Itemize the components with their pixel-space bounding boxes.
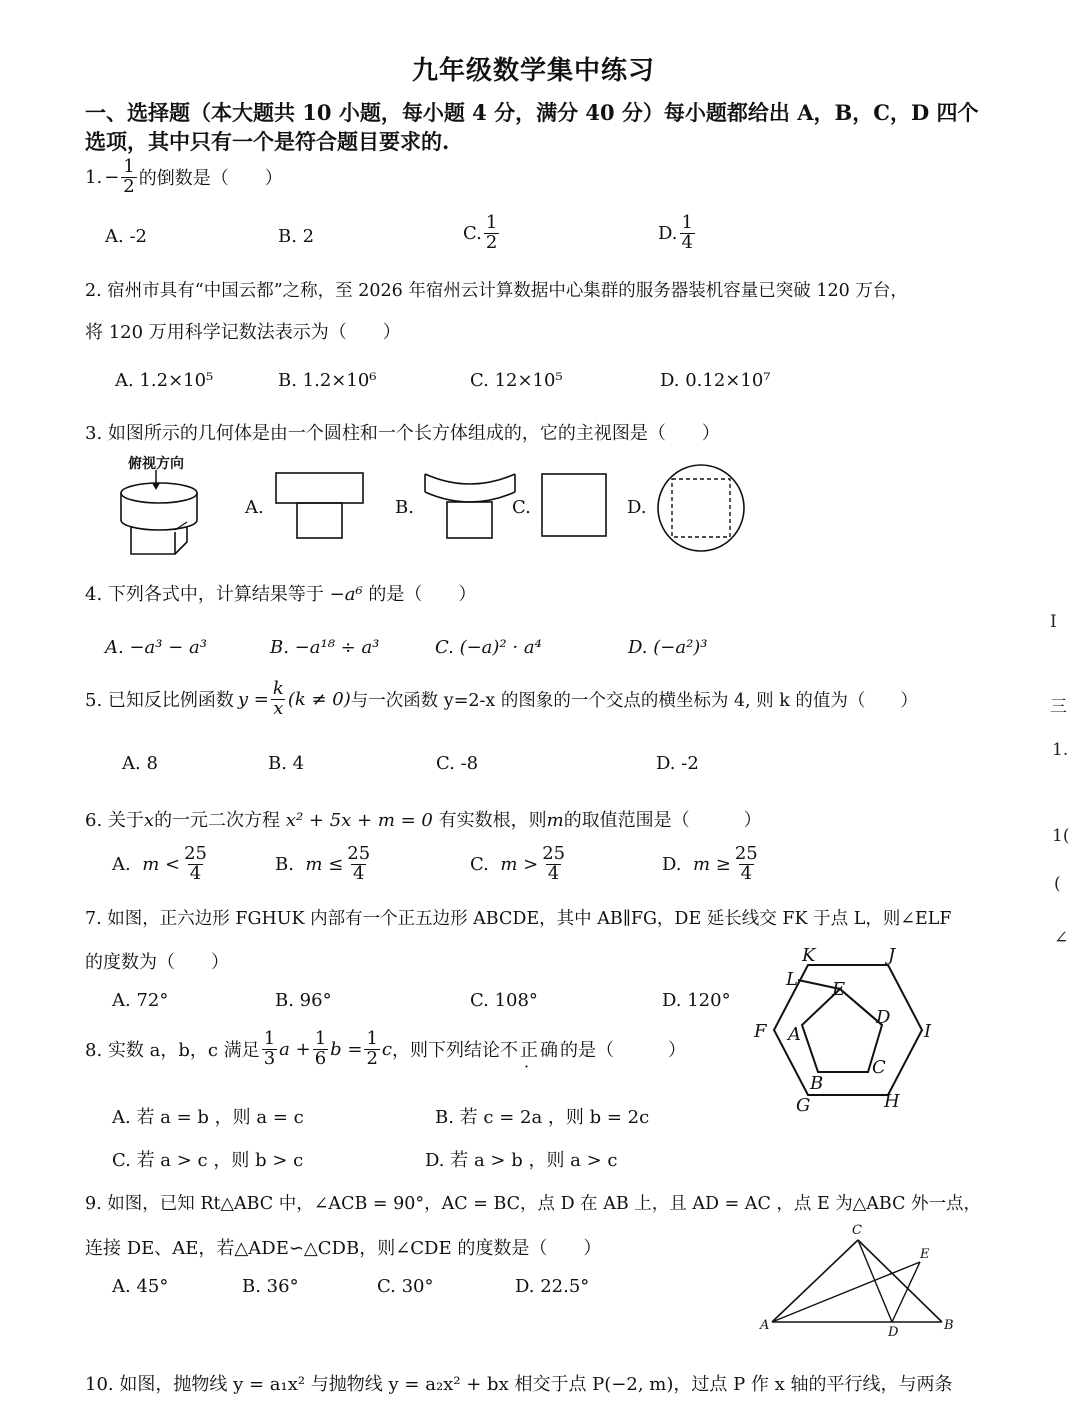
- question-2-line2: 将 120 万用科学记数法表示为（ ）: [85, 322, 401, 343]
- q9-label-B: B: [944, 1318, 954, 1333]
- q8-f1-top: 1: [263, 1028, 276, 1049]
- q6-option-b-op: m ≤: [305, 853, 344, 875]
- q6-option-c: [470, 845, 569, 884]
- q6-option-a-bottom: 4: [189, 862, 202, 884]
- q5-y-equals: y =: [237, 688, 269, 710]
- q4-option-b: B. −a¹⁸ ÷ a³: [270, 637, 380, 658]
- q7-label-E: E: [832, 979, 846, 1000]
- q7-label-B: B: [810, 1073, 824, 1094]
- q7-label-C: C: [872, 1057, 886, 1078]
- question-10: 10. 如图，抛物线 y = a₁x² 与抛物线 y = a₂x² + bx 相交于点 P(−2, m)，过点 P 作 x 轴的平行线，与两条: [85, 1374, 953, 1395]
- q1-number: 1.: [85, 166, 103, 188]
- q1-fraction-top: 1: [123, 156, 135, 177]
- q1-option-c-label: C.: [463, 222, 482, 244]
- q1-option-a: A. -2: [105, 226, 147, 247]
- question-3: 3. 如图所示的几何体是由一个圆柱和一个长方体组成的，它的主视图是（ ）: [85, 423, 720, 444]
- question-4: [85, 580, 476, 606]
- q7-label-I: I: [924, 1021, 932, 1042]
- q3-view-direction-label: 俯视方向: [128, 456, 184, 472]
- q6-var-x: x: [143, 810, 155, 831]
- q8-option-d: D. 若 a > b ，则 a > c: [425, 1150, 618, 1171]
- q8-f3-bottom: 2: [366, 1047, 378, 1069]
- q6-var-m: m: [546, 810, 564, 831]
- q6-option-d-label: D.: [662, 853, 682, 875]
- q8-mid1: a +: [279, 1038, 311, 1060]
- q1-option-c: [463, 214, 501, 253]
- q1-option-b: B. 2: [278, 226, 315, 247]
- question-1: [85, 158, 283, 197]
- q4-expression: −a⁶: [329, 584, 363, 605]
- q5-fraction-top: k: [272, 678, 284, 699]
- q7-label-H: H: [884, 1091, 900, 1112]
- q9-triangle-figure: [760, 1220, 960, 1340]
- q3-option-d-figure: [656, 464, 748, 554]
- q8-option-a: A. 若 a = b ，则 a = c: [112, 1107, 304, 1128]
- q8-mid3: c: [381, 1038, 393, 1060]
- q7-option-c: C. 108°: [470, 990, 538, 1011]
- q4-text-pre: 4. 下列各式中，计算结果等于: [85, 584, 324, 605]
- edge-fragment-2: 三: [1050, 697, 1067, 717]
- q4-text-post: 的是（ ）: [368, 584, 477, 605]
- q1-option-d-label: D.: [658, 222, 678, 244]
- q3-option-c-label: C.: [512, 497, 531, 518]
- q6-option-c-op: m >: [500, 853, 539, 875]
- q7-label-J: J: [888, 945, 896, 966]
- q7-option-a: A. 72°: [112, 990, 169, 1011]
- q6-option-b-bottom: 4: [353, 862, 365, 884]
- q9-label-E: E: [920, 1247, 930, 1262]
- q8-mid2: b =: [330, 1038, 363, 1060]
- q2-option-b: B. 1.2×10⁶: [278, 370, 377, 391]
- q6-option-a-label: A.: [112, 853, 131, 875]
- q6-option-c-top: 25: [542, 843, 566, 864]
- q5-text-pre: 5. 已知反比例函数: [85, 690, 234, 712]
- question-2-line1: 2. 宿州市具有“中国云都”之称，至 2026 年宿州云计算数据中心集群的服务器装机容量已突破 120 万台，: [85, 281, 908, 301]
- q9-label-A: A: [760, 1318, 770, 1333]
- q6-option-c-bottom: 4: [547, 862, 560, 884]
- page-title: 九年级数学集中练习: [412, 56, 656, 86]
- question-9-line1: 9. 如图，已知 Rt△ABC 中，∠ACB = 90°，AC = BC，点 D 在 AB 上，且 AD = AC ，点 E 为△ABC 外一点，: [85, 1194, 982, 1214]
- q6-option-a-top: 25: [184, 843, 207, 864]
- q6-text-mid2: 有实数根，则: [438, 810, 547, 831]
- q3-option-a-label: A.: [245, 497, 264, 518]
- edge-fragment-4: 1(: [1052, 826, 1070, 846]
- q1-option-d-bottom: 4: [681, 231, 693, 253]
- q5-text-post: 与一次函数 y=2-x 的图象的一个交点的横坐标为 4, 则 k 的值为（ ）: [350, 690, 918, 711]
- q9-option-a: A. 45°: [112, 1276, 169, 1297]
- q5-option-d: D. -2: [656, 753, 699, 774]
- q6-option-b: [275, 845, 374, 884]
- q6-option-d: [662, 845, 762, 884]
- q3-option-b-label: B.: [395, 497, 414, 518]
- q8-text-post-a: ，则下列结论: [392, 1040, 501, 1062]
- section-instruction-line1: 一、选择题（本大题共 10 小题，每小题 4 分，满分 40 分）每小题都给出 A，B，C，D 四个: [85, 100, 979, 125]
- q8-text-pre: 8. 实数 a，b，c 满足: [85, 1040, 260, 1062]
- question-7-line2: 的度数为（ ）: [85, 952, 229, 973]
- q1-option-d-top: 1: [681, 212, 693, 233]
- q5-option-b: B. 4: [268, 753, 305, 774]
- q6-option-b-label: B.: [275, 853, 294, 875]
- question-5: [85, 680, 918, 719]
- q9-label-C: C: [852, 1223, 862, 1238]
- q6-text-mid: 的一元二次方程: [154, 810, 281, 831]
- question-6: [85, 806, 762, 832]
- q1-text: 的倒数是（ ）: [138, 168, 283, 190]
- q1-fraction: [121, 158, 136, 197]
- q6-option-a-op: m <: [142, 853, 181, 875]
- q7-option-d: D. 120°: [662, 990, 731, 1011]
- q8-text-post-b: 的是（ ）: [560, 1040, 687, 1062]
- q1-option-c-bottom: 2: [485, 231, 498, 253]
- q9-option-b: B. 36°: [242, 1276, 299, 1297]
- q9-label-D: D: [888, 1325, 899, 1340]
- q5-option-a: A. 8: [122, 753, 158, 774]
- q6-text-pre: 6. 关于: [85, 810, 144, 831]
- q7-option-b: B. 96°: [275, 990, 332, 1011]
- q6-option-c-label: C.: [470, 853, 489, 875]
- q4-option-d: D. (−a²)³: [628, 637, 708, 658]
- q8-option-b: B. 若 c = 2a ，则 b = 2c: [435, 1107, 650, 1128]
- q3-option-d-label: D.: [627, 497, 647, 518]
- q1-option-c-top: 1: [485, 212, 498, 233]
- q4-option-c: C. (−a)² · a⁴: [435, 637, 542, 658]
- edge-fragment-3: 1.: [1052, 740, 1069, 760]
- q7-label-L: L: [786, 969, 798, 990]
- q6-option-d-top: 25: [734, 843, 758, 864]
- q8-f1-bottom: 3: [263, 1047, 276, 1069]
- q3-solid-figure: [115, 470, 215, 560]
- q6-option-d-op: m ≥: [692, 853, 731, 875]
- section-instruction-line2: 选项，其中只有一个是符合题目要求的.: [85, 129, 450, 154]
- q6-equation: x² + 5x + m = 0: [285, 810, 433, 831]
- edge-fragment-5: (: [1054, 874, 1061, 894]
- question-9-line2: 连接 DE、AE，若△ADE∽△CDB，则∠CDE 的度数是（ ）: [85, 1238, 602, 1259]
- q1-minus: −: [104, 166, 120, 188]
- q7-label-F: F: [754, 1021, 767, 1042]
- q6-option-a: [112, 845, 211, 884]
- question-7-line1: 7. 如图，正六边形 FGHUK 内部有一个正五边形 ABCDE，其中 AB∥FG，DE 延长线交 FK 于点 L，则∠ELF: [85, 909, 952, 929]
- q3-option-c-figure: [541, 473, 609, 539]
- q5-option-c: C. -8: [436, 753, 479, 774]
- q7-label-K: K: [802, 945, 816, 966]
- q3-option-b-figure: [423, 472, 518, 542]
- q5-condition: (k ≠ 0): [287, 688, 351, 710]
- q8-option-c: C. 若 a > c ，则 b > c: [112, 1150, 304, 1171]
- q8-f3-top: 1: [366, 1028, 378, 1049]
- q4-option-a: A. −a³ − a³: [105, 637, 207, 658]
- q8-f2-bottom: 6: [314, 1047, 327, 1069]
- q1-fraction-bottom: 2: [123, 175, 135, 197]
- q2-option-d: D. 0.12×10⁷: [660, 370, 771, 391]
- question-8: [85, 1030, 686, 1069]
- q8-emphasis-text: 不正确 ·: [500, 1036, 560, 1062]
- edge-fragment-1: I: [1050, 612, 1057, 632]
- edge-fragment-6: ∠: [1054, 928, 1069, 948]
- q9-option-c: C. 30°: [377, 1276, 434, 1297]
- q2-option-a: A. 1.2×10⁵: [115, 370, 214, 391]
- q5-fraction-bottom: x: [273, 697, 284, 719]
- q8-f2-top: 1: [314, 1028, 327, 1049]
- q9-option-d: D. 22.5°: [515, 1276, 590, 1297]
- q1-option-d: [658, 214, 697, 253]
- q7-label-A: A: [788, 1024, 801, 1045]
- q3-option-a-figure: [275, 472, 365, 542]
- q6-option-d-bottom: 4: [740, 862, 753, 884]
- q6-text-post: 的取值范围是（ ）: [563, 810, 762, 831]
- q6-option-b-top: 25: [347, 843, 371, 864]
- q2-option-c: C. 12×10⁵: [470, 370, 563, 391]
- q7-label-G: G: [796, 1095, 811, 1116]
- q7-label-D: D: [876, 1007, 891, 1028]
- q7-hexagon-pentagon-figure: [750, 945, 950, 1115]
